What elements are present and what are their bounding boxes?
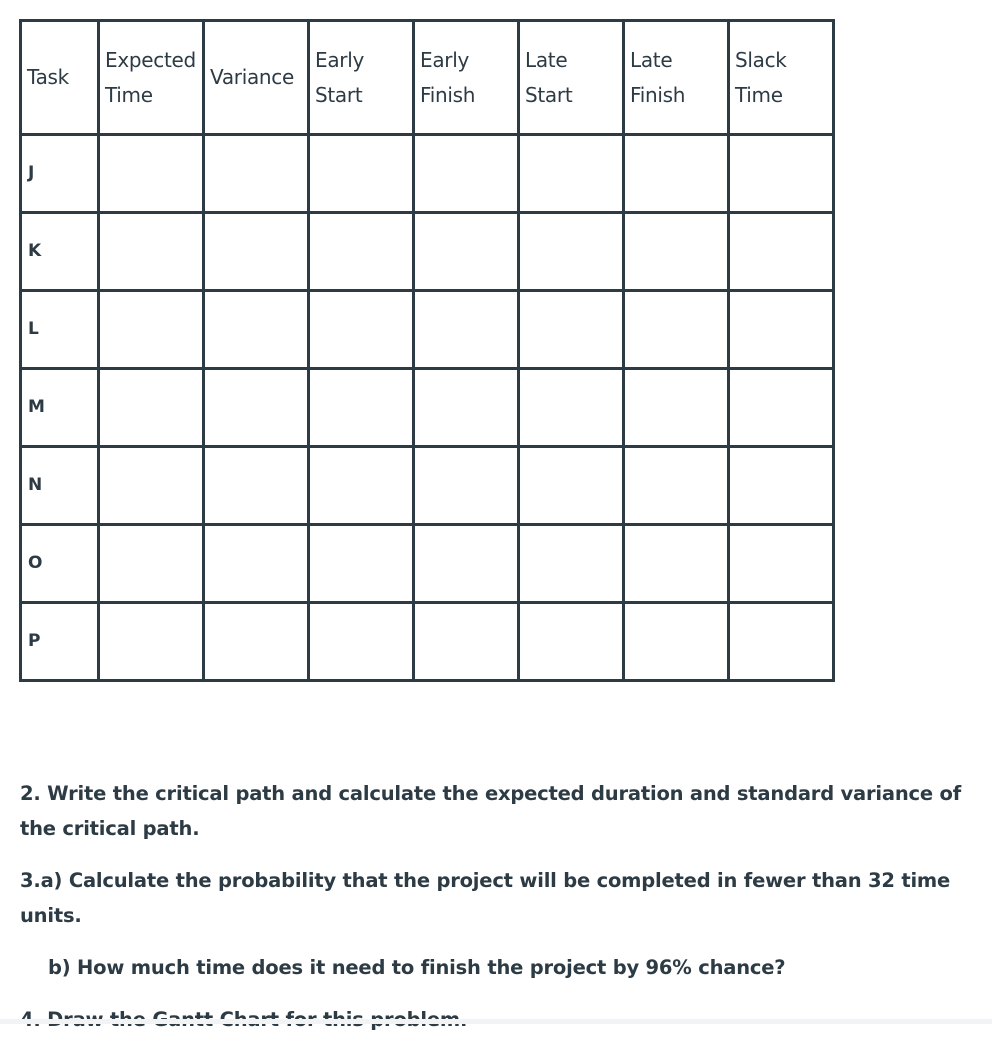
slack-time-cell [729, 525, 834, 603]
task-cell: M [21, 369, 99, 447]
header-early-start-line2: Start [315, 82, 363, 107]
header-slack-time [729, 21, 834, 135]
header-early-start [309, 21, 414, 135]
late-start-cell [519, 603, 624, 681]
activity-table [19, 19, 835, 682]
header-expected-time-line1: Expected [105, 47, 196, 72]
table-row [21, 291, 834, 369]
early-finish-cell [414, 213, 519, 291]
header-slack-time-line1: Slack [735, 47, 787, 72]
variance-cell [204, 525, 309, 603]
expected-time-cell [99, 525, 204, 603]
late-finish-cell [624, 291, 729, 369]
bottom-divider [0, 1019, 992, 1024]
task-cell: N [21, 447, 99, 525]
expected-time-cell [99, 603, 204, 681]
slack-time-cell [729, 369, 834, 447]
header-expected-time [99, 21, 204, 135]
task-cell: L [21, 291, 99, 369]
late-start-cell [519, 525, 624, 603]
early-start-cell [309, 525, 414, 603]
variance-cell [204, 603, 309, 681]
table-row [21, 135, 834, 213]
slack-time-cell [729, 603, 834, 681]
header-slack-time-line2: Time [735, 82, 783, 107]
task-cell: K [21, 213, 99, 291]
table-row [21, 213, 834, 291]
expected-time-cell [99, 135, 204, 213]
expected-time-cell [99, 213, 204, 291]
late-finish-cell [624, 135, 729, 213]
early-start-cell [309, 369, 414, 447]
late-start-cell [519, 291, 624, 369]
header-late-finish-line1: Late [630, 47, 673, 72]
early-finish-cell [414, 525, 519, 603]
early-finish-cell [414, 603, 519, 681]
task-cell: J [21, 135, 99, 213]
expected-time-cell [99, 447, 204, 525]
late-start-cell [519, 447, 624, 525]
question-3a: 3.a) Calculate the probability that the project will be completed in fewer than 32 time units. [20, 869, 951, 927]
early-finish-cell [414, 291, 519, 369]
variance-cell [204, 291, 309, 369]
table-row [21, 369, 834, 447]
variance-cell [204, 447, 309, 525]
early-start-cell [309, 135, 414, 213]
late-finish-cell [624, 603, 729, 681]
late-finish-cell [624, 447, 729, 525]
task-cell: P [21, 603, 99, 681]
question-3b: b) How much time does it need to finish the project by 96% chance? [48, 956, 786, 979]
late-start-cell [519, 135, 624, 213]
question-2: 2. Write the critical path and calculate the expected duration and standard variance of the critical path. [20, 782, 962, 840]
late-finish-cell [624, 213, 729, 291]
question-list [20, 776, 980, 1037]
slack-time-cell [729, 447, 834, 525]
variance-cell [204, 213, 309, 291]
early-finish-cell [414, 135, 519, 213]
expected-time-cell [99, 291, 204, 369]
header-late-start-line2: Start [525, 82, 573, 107]
late-start-cell [519, 213, 624, 291]
variance-cell [204, 135, 309, 213]
header-task-label: Task [27, 65, 69, 89]
table-row [21, 447, 834, 525]
task-cell: O [21, 525, 99, 603]
header-early-start-line1: Early [315, 47, 365, 72]
slack-time-cell [729, 291, 834, 369]
early-finish-cell [414, 447, 519, 525]
late-finish-cell [624, 369, 729, 447]
late-finish-cell [624, 525, 729, 603]
table-row [21, 603, 834, 681]
early-start-cell [309, 603, 414, 681]
header-early-finish [414, 21, 519, 135]
header-variance [204, 21, 309, 135]
early-start-cell [309, 291, 414, 369]
table-row [21, 525, 834, 603]
header-late-finish [624, 21, 729, 135]
header-expected-time-line2: Time [105, 82, 153, 107]
header-variance-label: Variance [210, 65, 294, 89]
header-late-start [519, 21, 624, 135]
header-late-start-line1: Late [525, 47, 568, 72]
slack-time-cell [729, 213, 834, 291]
header-early-finish-line2: Finish [420, 82, 476, 107]
slack-time-cell [729, 135, 834, 213]
header-early-finish-line1: Early [420, 47, 470, 72]
header-row [21, 21, 834, 135]
header-task [21, 21, 99, 135]
early-start-cell [309, 213, 414, 291]
variance-cell [204, 369, 309, 447]
expected-time-cell [99, 369, 204, 447]
late-start-cell [519, 369, 624, 447]
early-finish-cell [414, 369, 519, 447]
early-start-cell [309, 447, 414, 525]
header-late-finish-line2: Finish [630, 82, 686, 107]
